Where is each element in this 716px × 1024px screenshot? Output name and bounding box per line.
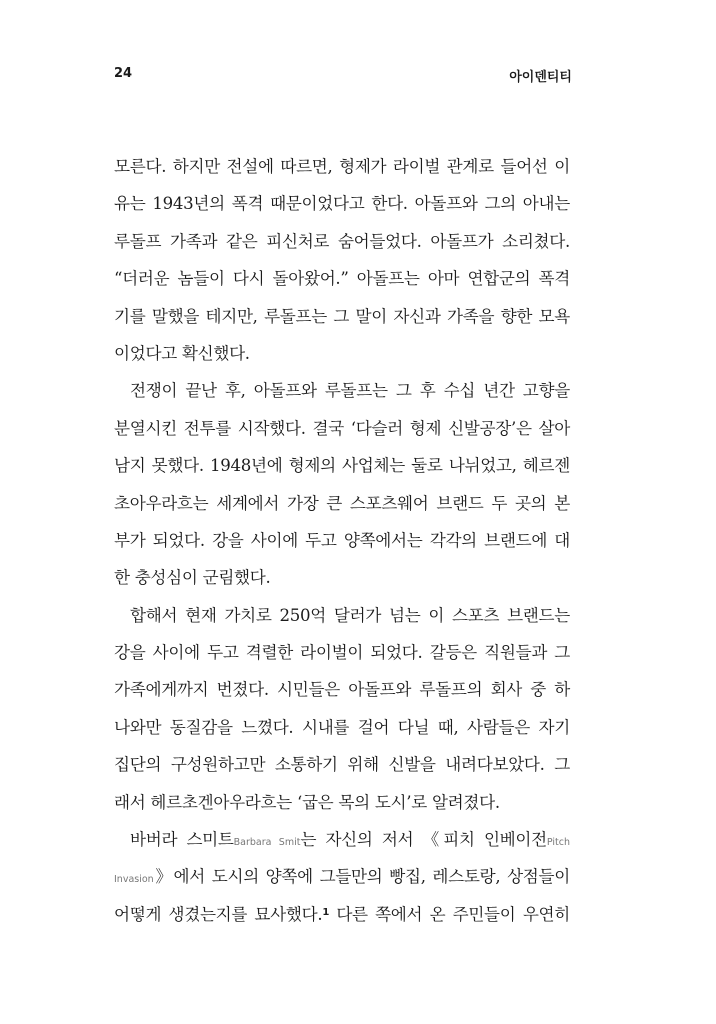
text-run: 바버라 스미트 xyxy=(130,830,234,850)
text-line: “더러운 놈들이 다시 돌아왔어.” 아돌프는 아마 연합군의 폭격 xyxy=(114,269,570,289)
text-line: 기를 말했을 테지만, 루돌프는 그 말이 자신과 가족을 향한 모욕 xyxy=(114,306,570,326)
text-line xyxy=(114,858,570,895)
text-run: 어떻게 생겼는지를 묘사했다. xyxy=(114,904,323,924)
original-title-annotation: Pitch xyxy=(546,837,571,849)
text-line: 남지 못했다. 1948년에 형제의 사업체는 둘로 나뉘었고, 헤르젠 xyxy=(114,456,570,476)
text-line: 한 충성심이 군림했다. xyxy=(114,568,271,588)
text-run: 다른 쪽에서 온 주민들이 우연히 xyxy=(329,904,571,924)
text-line: 나와만 동질감을 느꼈다. 시내를 걸어 다닐 때, 사람들은 자기 xyxy=(114,717,570,737)
text-line: 전쟁이 끝난 후, 아돌프와 루돌프는 그 후 수십 년간 고향을 xyxy=(130,381,570,401)
text-line: 집단의 구성원하고만 소통하기 위해 신발을 내려다보았다. 그 xyxy=(114,755,570,775)
running-title: 아이덴티티 xyxy=(509,70,572,85)
text-line: 가족에게까지 번졌다. 시민들은 아돌프와 루돌프의 회사 중 하 xyxy=(114,680,570,700)
text-line: 강을 사이에 두고 격렬한 라이벌이 되었다. 갈등은 직원들과 그 xyxy=(114,643,570,663)
text-line: 초아우라흐는 세계에서 가장 큰 스포츠웨어 브랜드 두 곳의 본 xyxy=(114,493,570,513)
text-line: 부가 되었다. 강을 사이에 두고 양쪽에서는 각각의 브랜드에 대 xyxy=(114,530,570,550)
text-line: 루돌프 가족과 같은 피신처로 숨어들었다. 아돌프가 소리쳤다. xyxy=(114,231,570,251)
body-text xyxy=(114,148,570,933)
page-number: 24 xyxy=(114,66,133,81)
text-line: 래서 헤르초겐아우라흐는 ‘굽은 목의 도시’로 알려졌다. xyxy=(114,792,500,812)
text-run: 는 자신의 저서 《피치 인베이전 xyxy=(300,830,547,850)
text-line: 이었다고 확신했다. xyxy=(114,343,250,363)
text-line: 모른다. 하지만 전설에 따르면, 형제가 라이벌 관계로 들어선 이 xyxy=(114,157,570,176)
text-line: 합해서 현재 가치로 250억 달러가 넘는 이 스포츠 브랜드는 xyxy=(130,605,570,625)
text-line: 분열시킨 전투를 시작했다. 결국 ‘다슬러 형제 신발공장’은 살아 xyxy=(114,418,570,438)
page-header xyxy=(114,66,572,86)
text-line xyxy=(114,821,570,858)
original-name-annotation: Barbara Smit xyxy=(233,837,301,849)
text-line xyxy=(114,896,570,933)
original-title-annotation: Invasion xyxy=(114,874,154,886)
footnote-marker[interactable]: 1 xyxy=(322,906,330,918)
text-run: 》에서 도시의 양쪽에 그들만의 빵집, 레스토랑, 상점들이 xyxy=(153,867,570,887)
text-line: 유는 1943년의 폭격 때문이었다고 한다. 아돌프와 그의 아내는 xyxy=(114,194,570,214)
